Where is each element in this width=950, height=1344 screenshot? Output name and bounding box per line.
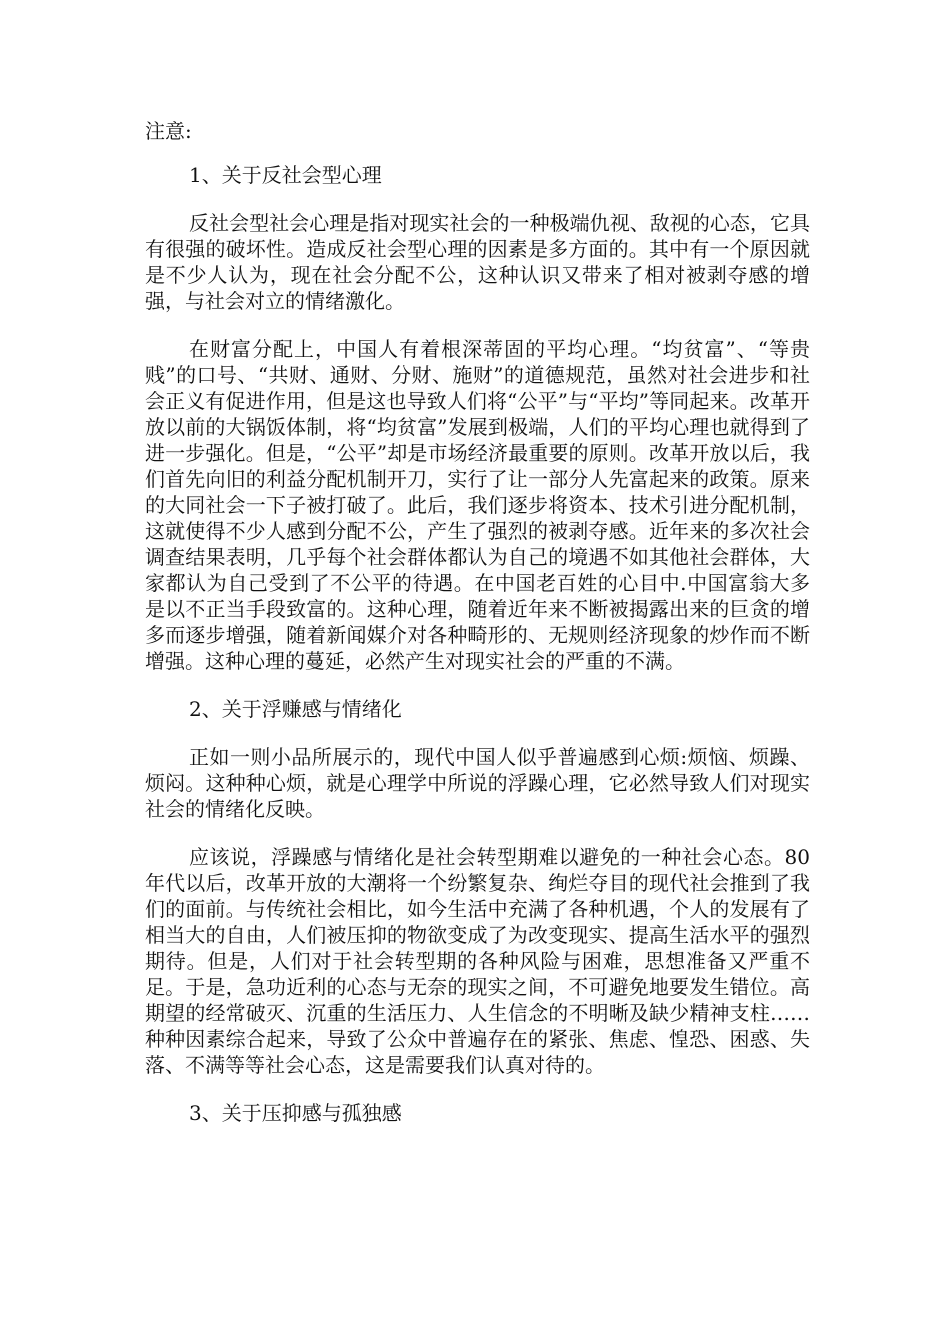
section-2-paragraph-1: 正如一则小品所展示的，现代中国人似乎普遍感到心烦:烦恼、烦躁、烦闷。这种种心烦，就是心理学中所说的浮躁心理，它必然导致人们对现实社会的情绪化反映。: [145, 745, 810, 821]
section-heading-3: 3、关于压抑感与孤独感: [189, 1101, 402, 1125]
section-2-paragraph-2: 应该说，浮躁感与情绪化是社会转型期难以避免的一种社会心态。80年代以后，改革开放的大潮将一个纷繁复杂、绚烂夺目的现代社会推到了我们的面前。与传统社会相比，如今生活中充满了各种机遇，个人的发展有了相当大的自由，人们被压抑的物欲变成了为改变现实、提高生活水平的强烈期待。但是，人们对于社会转型期的各种风险与困难，思想准备又严重不足。于是，急功近利的心态与无奈的现实之间，不可避免地要发生错位。高期望的经常破灭、沉重的生活压力、人生信念的不明晰及缺少精神支柱……种种因素综合起来，导致了公众中普遍存在的紧张、焦虑、惶恐、困惑、失落、不满等等社会心态，这是需要我们认真对待的。: [145, 845, 810, 1077]
section-1-paragraph-2: 在财富分配上，中国人有着根深蒂固的平均心理。“均贫富”、“等贵贱”的口号、“共财、通财、分财、施财”的道德规范，虽然对社会进步和社会正义有促进作用，但是这也导致人们将“公平”与“平均”等同起来。改革开放以前的大锅饭体制，将“均贫富”发展到极端，人们的平均心理也就得到了进一步强化。但是，“公平”却是市场经济最重要的原则。改革开放以后，我们首先向旧的利益分配机制开刀，实行了让一部分人先富起来的政策。原来的大同社会一下子被打破了。此后，我们逐步将资本、技术引进分配机制，这就使得不少人感到分配不公，产生了强烈的被剥夺感。近年来的多次社会调查结果表明，几乎每个社会群体都认为自己的境遇不如其他社会群体，大家都认为自己受到了不公平的待遇。在中国老百姓的心目中.中国富翁大多是以不正当手段致富的。这种心理，随着近年来不断被揭露出来的巨贪的增多而逐步增强，随着新闻媒介对各种畸形的、无规则经济现象的炒作而不断增强。这种心理的蔓延，必然产生对现实社会的严重的不满。: [145, 337, 810, 673]
section-heading-2: 2、关于浮赚感与情绪化: [189, 697, 402, 721]
section-1-paragraph-1: 反社会型社会心理是指对现实社会的一种极端仇视、敌视的心态，它具有很强的破坏性。造成反社会型心理的因素是多方面的。其中有一个原因就是不少人认为，现在社会分配不公，这种认识又带来了相对被剥夺感的增强，与社会对立的情绪激化。: [145, 211, 810, 313]
note-label: 注意:: [145, 119, 192, 143]
document-body: [145, 118, 810, 1148]
section-heading-1: 1、关于反社会型心理: [189, 163, 382, 187]
